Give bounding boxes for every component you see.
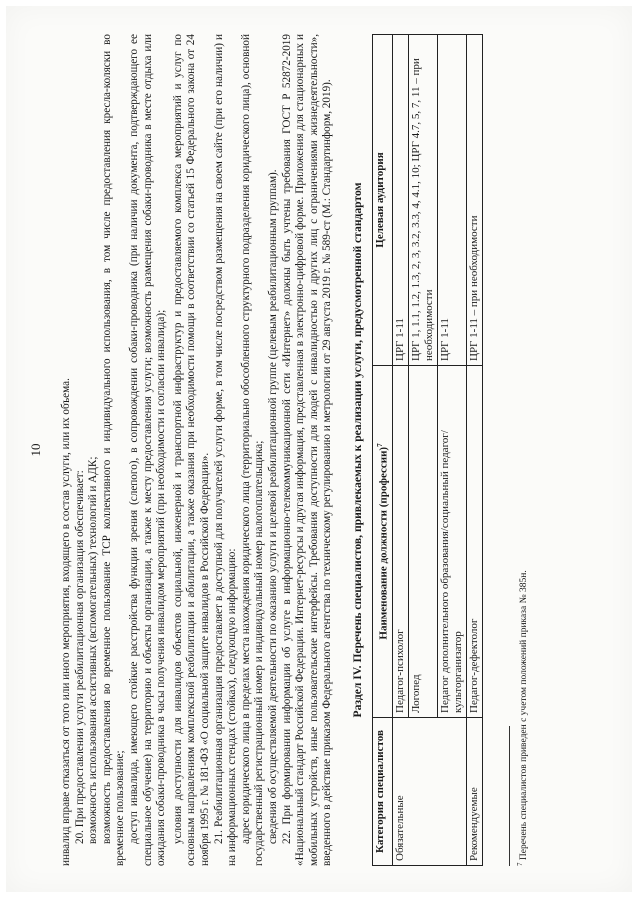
footnote — [514, 34, 530, 866]
paragraph: доступ инвалида, имеющего стойкие расстройства функции зрения (слепого), в сопровождении собаки-проводника (при наличии документа, подтверждающего ее специальное обучение) на территорию и объекты организации, а также к месту предоставления услуги; возможность размещения собаки-проводника в месте отдыха или ожидания собаки-проводника в часы получения инвалидом мероприятий (при необходимости и согласии инвалида); — [127, 34, 168, 866]
table-row — [466, 35, 482, 866]
cell-audience: ЦРГ 1-11 – при необходимости — [466, 35, 482, 366]
cell-audience: ЦРГ 1-11 — [392, 35, 408, 366]
paragraph: возможность предоставления во временное пользование ТСР коллективного и индивидуального использования, в том числе предоставления кресла-коляски во временное пользование; — [100, 34, 127, 866]
paragraph: 21. Реабилитационная организация предоставляет в доступной для получателей услуги форме, в том числе посредством размещения на своем сайте (при его наличии) и на информационных стендах (стойках), следующую информацию: — [212, 34, 239, 866]
paragraph: сведения об осуществляемой деятельности по оказанию услуги и целевой реабилитационной группе (целевым реабилитационным группам). — [266, 169, 279, 844]
document-page — [20, 20, 620, 880]
footnote-text: Перечень специалистов приведен с учетом положений приказа № 385н. — [518, 570, 529, 863]
paragraph: возможность использования ассистивных (вспомогательных) технологий и АДК; — [87, 456, 100, 844]
cell-audience: ЦРГ 1-11 — [437, 35, 466, 366]
footnote-marker: 7 — [515, 862, 524, 866]
header-category: Категория специалистов — [372, 718, 392, 866]
cell-position: Логопед — [408, 366, 437, 718]
cell-audience: ЦРГ 1, 1.1, 1.2, 1.3, 2, 3, 3.2, 3.3, 4, 4.1, 10; ЦРГ 4.7, 5, 7, 11 – при необходимости — [408, 35, 437, 366]
section-title: Раздел IV. Перечень специалистов, привлекаемых к реализации услуги, предусмотренной стандартом — [350, 182, 364, 718]
paragraph: условия доступности для инвалидов объектов социальной, инженерной и транспортной инфраструктур и предоставляемого комплекса мероприятий и услуг по основным направлениям комплексной реабилитации и абилитации, а также оказания при необходимости помощи в соответствии со статьей 15 Федерального закона от 24 ноября 1995 г. № 181-ФЗ «О социальной защите инвалидов в Российской Федерации». — [171, 34, 211, 866]
page-number: 10 — [28, 443, 43, 457]
cell-position: Педагог-психолог — [392, 366, 408, 718]
specialists-table — [372, 34, 483, 866]
paragraph: адрес юридического лица в пределах места нахождения юридического лица (территориально обособленного структурного подразделения юридического лица), основной государственный регистрационный номер и индивидуальный номер налогоплательщика; — [239, 34, 266, 866]
table-header-row — [372, 35, 392, 866]
body-text — [60, 34, 335, 866]
table-row — [392, 35, 408, 866]
header-position — [372, 366, 392, 718]
cell-position: Педагог дополнительного образования/социальный педагог/культорганизатор — [437, 366, 466, 718]
paragraph: 22. При формировании информации об услуге в информационно-телекоммуникационной сети «Интернет» должны быть учтены требования ГОСТ Р 52872-2019 «Национальный стандарт Российской Федерации. Интернет-ресурсы и другая информация, представленная в электронно-цифровой форме. Приложения для стационарных и мобильных устройств, иные пользовательские интерфейсы. Требования доступности для людей с инвалидностью и других лиц с ограничениями жизнедеятельности», введенного в действие приказом Федерального агентства по техническому регулированию и метрологии от 29 августа 2019 г. № 589-ст (М.: Стандартинформ, 2019). — [280, 34, 334, 866]
cell-category: Обязательные — [392, 718, 466, 866]
paragraph: инвалид вправе отказаться от того или иного мероприятия, входящего в состав услуги, или их объема. — [60, 378, 72, 866]
footnote-ref: 7 — [375, 443, 384, 447]
footnote-divider — [509, 726, 510, 866]
paragraph: 20. При предоставлении услуги реабилитационная организация обеспечивает: — [73, 470, 86, 844]
header-audience: Целевая аудитория — [372, 35, 392, 366]
cell-category: Рекомендуемые — [466, 718, 482, 866]
header-position-text: Наименование должности (профессии) — [377, 446, 390, 640]
cell-position: Педагог-дефектолог — [466, 366, 482, 718]
